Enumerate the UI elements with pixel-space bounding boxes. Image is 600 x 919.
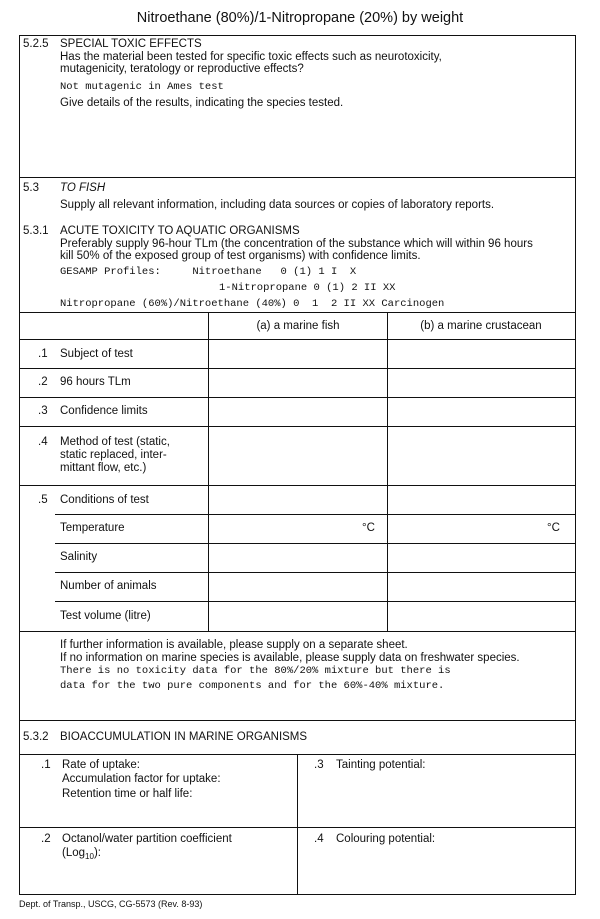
section-number: 5.2.5 [23,38,49,50]
table-header-bottom [19,339,576,340]
gesamp-profile-line: Nitropropane (60%)/Nitroethane (40%) 0 1 2 II XX Carcinogen [60,298,445,310]
gesamp-profile-line: GESAMP Profiles: Nitroethane 0 (1) 1 I X [60,266,357,278]
row-number: .3 [38,405,48,417]
item-number: .1 [41,759,51,771]
row-number: .4 [38,436,48,448]
item-number: .2 [41,833,51,845]
row-divider [55,514,576,515]
table-top [19,312,576,313]
item-number: .4 [314,833,324,845]
row-divider [19,426,576,427]
column-divider [387,312,388,632]
row-label: 96 hours TLm [60,376,131,388]
answer-text: Not mutagenic in Ames test [60,81,224,93]
instruction-text: Give details of the results, indicating the species tested. [60,97,344,109]
table-bottom [19,631,576,632]
section-number: 5.3.1 [23,225,49,237]
row-number: .2 [38,376,48,388]
item-label: Retention time or half life: [62,788,193,800]
row-label: mittant flow, etc.) [60,462,147,474]
item-label-log: (Log$_{10}$): [62,847,101,861]
row-divider [19,397,576,398]
divider [19,177,576,178]
section-number: 5.3 [23,182,39,194]
divider [19,720,576,721]
row-divider [55,543,576,544]
column-header-marine-fish: (a) a marine fish [256,320,340,332]
section-heading: ACUTE TOXICITY TO AQUATIC ORGANISMS [60,225,300,237]
instruction-text: kill 50% of the exposed group of test organisms) with confidence limits. [60,250,421,262]
section-heading: BIOACCUMULATION IN MARINE ORGANISMS [60,731,308,743]
note-text: If no information on marine species is available, please supply data on freshwater species. [60,652,520,664]
row-label: Confidence limits [60,405,148,417]
note-answer: There is no toxicity data for the 80%/20% mixture but there is [60,665,451,677]
item-label: Colouring potential: [336,833,436,845]
item-label: Rate of uptake: [62,759,140,771]
question-text: mutagenicity, teratology or reproductive effects? [60,63,304,75]
row-divider [55,601,576,602]
gesamp-profile-line: 1-Nitropropane 0 (1) 2 II XX [219,282,396,294]
row-label: Salinity [60,551,98,563]
item-label: Octanol/water partition coefficient [62,833,232,845]
log-subscript: 10 [85,852,94,861]
row-divider [19,368,576,369]
frame-top [19,35,576,36]
row-label: Method of test (static, [60,436,170,448]
row-label: Subject of test [60,348,133,360]
column-divider [297,754,298,895]
row-divider [55,572,576,573]
column-divider [208,312,209,632]
row-label: Test volume (litre) [60,610,151,622]
row-number: .1 [38,348,48,360]
instruction-text: Supply all relevant information, including data sources or copies of laboratory reports. [60,199,495,211]
form-footer: Dept. of Transp., USCG, CG-5573 (Rev. 8-93) [19,899,203,909]
frame-right [575,35,576,895]
row-divider [19,485,576,486]
instruction-text: Preferably supply 96-hour TLm (the concentration of the substance which will within 96 hours [60,238,533,250]
divider [19,827,576,828]
row-number: .5 [38,494,48,506]
item-label: Accumulation factor for uptake: [62,773,221,785]
question-text: Has the material been tested for specific toxic effects such as neurotoxicity, [60,51,442,63]
row-label: Number of animals [60,580,157,592]
column-header-marine-crustacean: (b) a marine crustacean [420,320,542,332]
row-label: Conditions of test [60,494,149,506]
page-title: Nitroethane (80%)/1-Nitropropane (20%) by weight [136,10,464,26]
note-text: If further information is available, please supply on a separate sheet. [60,639,408,651]
item-number: .3 [314,759,324,771]
section-heading: SPECIAL TOXIC EFFECTS [60,38,202,50]
degree-celsius-unit: °C [547,522,560,534]
degree-celsius-unit: °C [362,522,375,534]
frame-left [19,35,20,895]
row-label: Temperature [60,522,125,534]
row-label: static replaced, inter- [60,449,167,461]
note-answer: data for the two pure components and for the 60%-40% mixture. [60,680,445,692]
section-heading: TO FISH [60,182,106,194]
section-number: 5.3.2 [23,731,49,743]
item-label: Tainting potential: [336,759,426,771]
